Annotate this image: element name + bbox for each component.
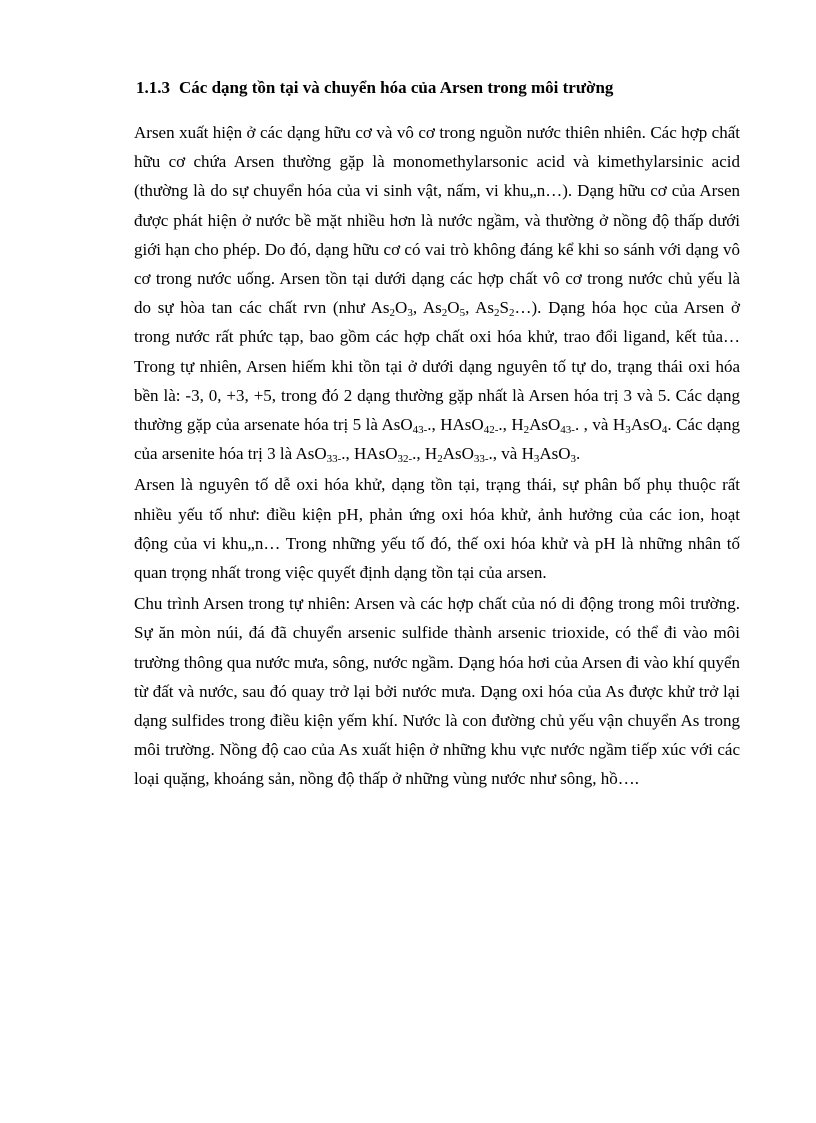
formula-h2aso4: $H_2AsO_{43-}$ <box>511 415 575 437</box>
paragraph-arsen-forms: Arsen xuất hiện ở các dạng hữu cơ và vô cơ trong nguồn nước thiên nhiên. Các hợp chất hữu cơ chứa Arsen thường gặp là monomethylarsonic acid và kimethylarsinic acid (thường là do sự chuyển hóa của vi sinh vật, nấm, vi khu„n…). Dạng hữu cơ của Arsen được phát hiện ở nước bề mặt nhiều hơn là nước ngầm, và thường ở nồng độ thấp dưới giới hạn cho phép. Do đó, dạng hữu cơ có vai trò không đáng kể khi so sánh với dạng vô cơ trong nước uống. Arsen tồn tại dưới dạng các hợp chất vô cơ trong nước chủ yếu là do sự hòa tan các chất rvn (như $As_2O_3$, $As_2O_5$, $As_2S_2\dots$). Dạng hóa học của Arsen ở trong nước rất phức tạp, bao gồm các hợp chất oxi hóa khử, trao đổi ligand, kết tủa… Trong tự nhiên, Arsen hiếm khi tồn tại ở dưới dạng nguyên tố tự do, trạng thái oxi hóa bền là: -3, 0, +3, +5, trong đó 2 dạng thường gặp nhất là Arsen hóa trị 3 và 5. Các dạng thường gặp của arsenate hóa trị 5 là AsO$_{43-}$., HAsO$_{42-}$., $H_2AsO_{43-}$. , và $H_3AsO_4$. Các dạng của arsenite hóa trị 3 là AsO$_{33-}$., HAsO$_{32-}$., $H_2AsO_{33-}$., và $H_3AsO_3$. <box>134 123 741 466</box>
section-heading <box>136 77 756 99</box>
formula-h3aso4: $H_3AsO_4$ <box>612 415 668 437</box>
paragraph-text: . Các dạng của arsenite hóa trị 3 là <box>134 415 741 464</box>
formula-h3aso3: $H_3AsO_3$ <box>521 444 577 466</box>
paragraph-text: …). Dạng hóa học của Arsen ở trong nước rất phức tạp, bao gồm các hợp chất oxi hóa khử, trao đổi ligand, kết tủa… Trong tự nhiên, Arsen hiếm khi tồn tại ở dưới dạng nguyên tố tự do, trạng thái oxi hóa bền là: -3, 0, +3, +5, trong đó 2 dạng thường gặp nhất là Arsen hóa trị 3 và 5. Các dạng thường gặp của arsenate hóa trị 5 là <box>134 298 741 435</box>
paragraph-redox-factors: Arsen là nguyên tố dễ oxi hóa khử, dạng tồn tại, trạng thái, sự phân bố phụ thuộc rất nhiều yếu tố như: điều kiện pH, phản ứng oxi hóa khử, ảnh hưởng của các ion, hoạt động của vi khu„n… Trong những yếu tố đó, thế oxi hóa khử và pH là những nhân tố quan trọng nhất trong việc quyết định dạng tồn tại của arsen. <box>134 475 740 583</box>
formula-as2o5: $As_2O_5$ <box>422 298 466 320</box>
document-body <box>134 118 740 794</box>
formula-haso4: HAsO$_{42-}$ <box>440 415 499 437</box>
formula-h2aso3: $H_2AsO_{33-}$ <box>424 444 489 466</box>
formula-haso3: HAsO$_{32-}$ <box>354 444 413 466</box>
section-title: Các dạng tồn tại và chuyển hóa của Arsen trong môi trường <box>179 78 614 97</box>
formula-aso4: AsO$_{43-}$ <box>381 415 428 437</box>
formula-aso3: AsO$_{33-}$ <box>295 444 342 466</box>
paragraph-text: Arsen xuất hiện ở các dạng hữu cơ và vô cơ trong nguồn nước thiên nhiên. Các hợp chất hữu cơ chứa Arsen thường gặp là monomethylarsonic acid và kimethylarsinic acid (thường là do sự chuyển hóa của vi sinh vật, nấm, vi khu„n…). Dạng hữu cơ của Arsen được phát hiện ở nước bề mặt nhiều hơn là nước ngầm, và thường ở nồng độ thấp dưới giới hạn cho phép. Do đó, dạng hữu cơ có vai trò không đáng kể khi so sánh với dạng vô cơ trong nước uống. Arsen tồn tại dưới dạng các hợp chất vô cơ trong nước chủ yếu là do sự hòa tan các chất rvn (như <box>134 123 740 318</box>
paragraph-arsen-cycle: Chu trình Arsen trong tự nhiên: Arsen và các hợp chất của nó di động trong môi trường. Sự ăn mòn núi, đá đã chuyển arsenic sulfide thành arsenic trioxide, có thể đi vào môi trường thông qua nước mưa, sông, nước ngầm. Dạng hóa hơi của Arsen đi vào khí quyển từ đất và nước, sau đó quay trở lại bởi nước mưa. Dạng oxi hóa của As được khử trở lại dạng sulfides trong điều kiện yếm khí. Nước là con đường chủ yếu vận chuyển As trong môi trường. Nồng độ cao của As xuất hiện ở những khu vực nước ngầm tiếp xúc với các loại quặng, khoáng sản, nồng độ thấp ở những vùng nước như sông, hồ…. <box>134 594 740 789</box>
formula-as2s2: $As_2S_2$ <box>475 298 515 320</box>
section-number: 1.1.3 <box>136 78 170 97</box>
formula-as2o3: $As_2O_3$ <box>370 298 413 320</box>
